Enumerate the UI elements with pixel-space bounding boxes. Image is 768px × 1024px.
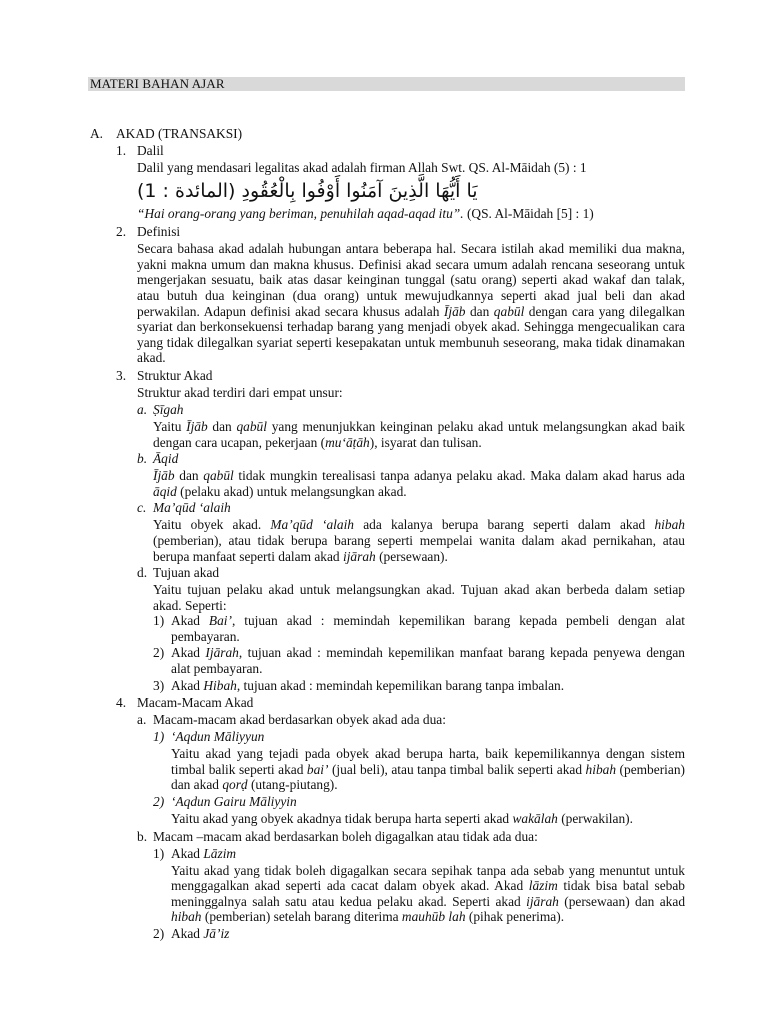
item-title: ‘Aqdun Gairu Māliyyin [171,794,297,810]
italic-term: qabūl [236,418,267,434]
list-item-heading [0,829,768,846]
text-run: dan [465,303,494,319]
item-text [171,678,685,694]
item-text [171,645,685,676]
subsection-marker: 4. [116,695,127,711]
item-title: ‘Aqdun Māliyyun [171,729,265,745]
section-heading [0,126,768,143]
italic-term: wakālah [512,811,558,827]
text-run: (persewaan) dan akad [558,893,686,909]
item-marker: b. [137,828,148,844]
subsection-title: Struktur Akad [137,367,213,383]
text-run: dan [207,418,237,434]
text-run: dan [174,468,204,484]
text-run: (pihak penerima). [465,909,565,925]
italic-term: Ījāb [153,468,175,484]
subsection-marker: 2. [116,224,127,240]
item-title: Āqid [153,451,179,467]
struktur-intro: Struktur akad terdiri dari empat unsur: [137,384,343,400]
text-run: dengan cara yang dilegalkan syariat dan berkonsekuensi terhadap barang yang menjadi obyek akad. Sehingga mengecualikan cara yang tidak dilegalkan syariat seperti kesepakatan untuk membunuh seseorang, maka tidak dinamakan akad. [137,303,686,366]
text-run: yang menunjukkan keinginan pelaku akad untuk melangsungkan akad baik dengan cara ucapan, pekerjaan ( [153,418,685,450]
item-marker: 1) [153,729,165,745]
subsection-marker: 1. [116,143,127,158]
list-item-heading [0,500,768,517]
subsection-title: Definisi [137,224,181,240]
tujuan-intro: Yaitu tujuan pelaku akad untuk melangsungkan akad. Tujuan akad akan berbeda dalam setiap akad. Seperti: [153,582,685,613]
list-item-heading [0,451,768,468]
translation-text: “Hai orang-orang yang beriman, penuhilah aqad-aqad itu”. [137,205,464,221]
item-marker: 1) [153,845,165,861]
item-marker: d. [137,565,148,581]
item-marker: b. [137,451,148,467]
italic-term: Ījāb [443,303,466,319]
subsection-title: Dalil [137,143,164,158]
header-bar [88,77,685,91]
text-run: Akad [171,926,204,941]
text-run: (persewaan). [375,548,448,564]
text-run: (utang-piutang). [247,777,338,793]
subsection-marker: 3. [116,367,127,383]
italic-term: mauhūb lah [401,909,466,925]
header-title: MATERI BAHAN AJAR [90,76,225,91]
italic-term: qorḍ [222,777,248,793]
sub-item-heading [0,846,768,863]
arabic-text: يَا أَيُّهَا الَّذِينَ آمَنُوا أَوْفُوا بِالْعُقُودِ (المائدة : 1) [137,179,478,202]
verse-translation [137,206,685,222]
text-run: , tujuan akad : memindah kepemilikan barang tanpa imbalan. [236,677,565,693]
lazim-paragraph [171,863,685,925]
italic-term: Bai’ [208,613,232,629]
item-title [171,926,229,942]
item-text [171,613,685,644]
italic-term: qabūl [203,468,234,484]
italic-term: Ījāb [186,418,208,434]
text-run: Yaitu [153,418,187,434]
text-run: (jual beli), atau tanpa timbal balik seperti akad [328,761,586,777]
item-title: Ṣīgah [153,401,184,417]
section-marker: A. [90,126,104,141]
italic-term: Lāzim [203,845,237,861]
italic-term: lāzim [528,878,558,894]
text-run: Akad [171,645,206,661]
text-run: Yaitu akad yang obyek akadnya tidak berupa harta seperti akad [171,811,513,827]
text-run: Yaitu akad yang tejadi pada obyek akad berupa harta, baik kepemilikannya dengan sistem timbal balik seperti akad [171,746,685,777]
sub-item-heading [0,729,768,746]
item-marker: 2) [153,926,165,941]
text-run: tidak bisa batal sebab meninggalnya salah satu atau kedua pelaku akad. Seperti akad [171,878,686,909]
list-item-heading [0,712,768,729]
italic-term: ijārah [526,893,559,909]
translation-reference: (QS. Al-Māidah [5] : 1) [463,205,594,221]
arabic-verse [137,176,685,206]
subsection-heading [0,143,768,160]
text-run: ), isyarat dan tulisan. [369,434,482,450]
item-title [171,846,236,862]
item-marker: c. [137,500,147,516]
item-marker: a. [137,401,148,417]
italic-term: hibah [654,517,685,533]
subsection-title: Macam-Macam Akad [137,695,254,711]
sub-item-heading [0,926,768,943]
italic-term: hibah [585,761,617,777]
text-run: (perwakilan). [557,811,633,827]
item-marker: 1) [153,613,165,629]
item-title: Macam –macam akad berdasarkan boleh digagalkan atau tidak ada dua: [153,828,538,844]
item-marker: 3) [153,677,165,693]
numbered-item [0,613,768,644]
italic-term: Hibah [203,677,237,693]
italic-term: qabūl [493,303,525,319]
italic-term: mu‘āṭāh [325,434,370,450]
text-run: (pemberian), atau tidak berupa barang seperti mempelai wanita dalam akad pernikahan, atau berupa manfaat seperti dalam akad [153,532,685,564]
italic-term: bai’ [306,761,329,777]
item-title: Macam-macam akad berdasarkan obyek akad ada dua: [153,712,446,728]
text-run: Akad [171,677,204,693]
subsection-heading [0,368,768,385]
dalil-intro: Dalil yang mendasari legalitas akad adalah firman Allah Swt. QS. Al-Māidah (5) : 1 [137,160,587,175]
sub-item-heading [0,794,768,811]
text-run: ada kalanya berupa barang seperti dalam akad [354,517,655,533]
item-title: Ma’qūd ‘alaih [153,500,231,516]
list-item-heading [0,565,768,582]
text-run: Yaitu obyek akad. [153,517,271,533]
text-run: (pelaku akad) untuk melangsungkan akad. [176,483,407,499]
subsection-heading [0,224,768,241]
text-run: Yaitu akad yang tidak boleh digagalkan secara sepihak tanpa ada sebab yang menuntut untuk menggagalkan akad seperti ada cacat dalam obyek akad. Akad [171,862,685,894]
italic-term: Ma’qūd ‘alaih [270,517,354,533]
definisi-paragraph [137,241,685,366]
italic-term: Jā’iz [203,926,230,941]
document-body [0,126,768,943]
item-marker: a. [137,712,147,728]
numbered-item [0,678,768,694]
sigah-paragraph [153,419,685,450]
italic-term: Ijārah [205,645,239,661]
text-run: Akad [171,613,209,629]
numbered-item [0,645,768,676]
item-marker: 2) [153,645,165,661]
subsection-heading [0,695,768,712]
text-run: , tujuan akad : memindah kepemilikan barang kepada pembeli dengan alat pembayaran. [171,613,685,644]
maliyyun-paragraph [171,746,685,793]
italic-term: ijārah [342,548,376,564]
text-run: Secara bahasa akad adalah hubungan antara beberapa hal. Secara istilah akad memiliki dua makna, yakni makna umum dan makna khusus. Definisi akad secara umum adalah rencana seseorang untuk mengerjakan sesuatu, baik atas dasar keinginan tunggal (satu orang) seperti akad wakaf dan talak, atau butuh dua keinginan (dua orang) untuk mewujudkannya seperti akad jual beli dan akad perwakilan. Adapun definisi akad secara khusus adalah [137,241,685,319]
list-item-heading [0,402,768,419]
item-marker: 2) [153,794,165,810]
text-run: , tujuan akad : memindah kepemilikan manfaat barang kepada penyewa dengan alat pembayaran. [171,645,685,677]
section-title: AKAD (TRANSAKSI) [116,126,243,141]
text-run: tidak mungkin terealisasi tanpa adanya pelaku akad. Maka dalam akad harus ada [233,468,685,484]
text-run: Akad [171,845,204,861]
maqud-paragraph [153,517,685,564]
italic-term: hibah [171,909,202,925]
gairu-maliyyin-paragraph [171,811,685,827]
text-run: (pemberian) dan akad [171,761,685,793]
aqid-paragraph [153,468,685,499]
text-run: (pemberian) setelah barang diterima [201,909,402,925]
italic-term: āqid [153,483,177,499]
item-title: Tujuan akad [153,565,220,581]
